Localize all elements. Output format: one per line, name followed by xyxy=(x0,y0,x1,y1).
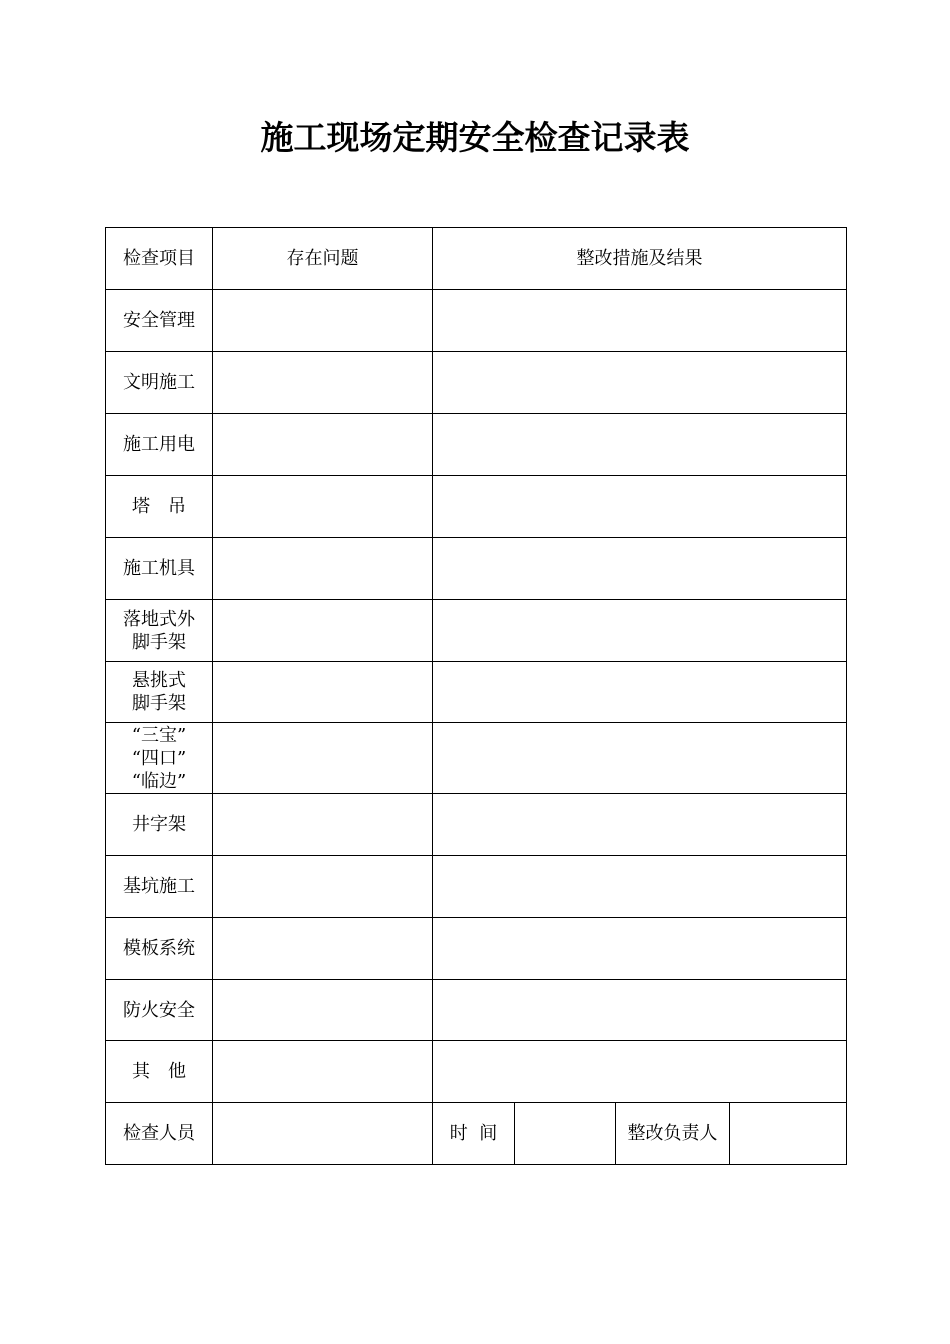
rectify-owner-field[interactable] xyxy=(730,1103,847,1165)
measures-cell[interactable] xyxy=(433,856,847,918)
table-row xyxy=(106,856,847,918)
measures-cell[interactable] xyxy=(433,918,847,980)
table-row xyxy=(106,538,847,600)
table-row xyxy=(106,794,847,856)
header-item: 检查项目 xyxy=(106,228,213,290)
problems-cell[interactable] xyxy=(213,476,433,538)
row-label: 井字架 xyxy=(106,794,213,856)
problems-cell[interactable] xyxy=(213,662,433,723)
time-label: 时 间 xyxy=(433,1103,515,1165)
problems-cell[interactable] xyxy=(213,1041,433,1103)
row-label: “三宝” “四口” “临边” xyxy=(106,723,213,794)
header-row xyxy=(106,228,847,290)
header-problems: 存在问题 xyxy=(213,228,433,290)
table-row xyxy=(106,352,847,414)
row-label: 塔 吊 xyxy=(106,476,213,538)
measures-cell[interactable] xyxy=(433,600,847,662)
row-label: 防火安全 xyxy=(106,980,213,1041)
measures-cell[interactable] xyxy=(433,538,847,600)
measures-cell[interactable] xyxy=(433,980,847,1041)
footer-row xyxy=(106,1103,847,1165)
measures-cell[interactable] xyxy=(433,476,847,538)
measures-cell[interactable] xyxy=(433,794,847,856)
inspector-field[interactable] xyxy=(213,1103,433,1165)
problems-cell[interactable] xyxy=(213,856,433,918)
measures-cell[interactable] xyxy=(433,414,847,476)
table-row xyxy=(106,600,847,662)
row-label: 施工机具 xyxy=(106,538,213,600)
problems-cell[interactable] xyxy=(213,794,433,856)
measures-cell[interactable] xyxy=(433,723,847,794)
table-row xyxy=(106,723,847,794)
table-row xyxy=(106,918,847,980)
measures-cell[interactable] xyxy=(433,290,847,352)
table-row xyxy=(106,1041,847,1103)
problems-cell[interactable] xyxy=(213,352,433,414)
problems-cell[interactable] xyxy=(213,414,433,476)
rectify-owner-label: 整改负责人 xyxy=(616,1103,730,1165)
measures-cell[interactable] xyxy=(433,352,847,414)
row-label: 施工用电 xyxy=(106,414,213,476)
problems-cell[interactable] xyxy=(213,290,433,352)
row-label: 基坑施工 xyxy=(106,856,213,918)
row-label: 其 他 xyxy=(106,1041,213,1103)
row-label: 安全管理 xyxy=(106,290,213,352)
problems-cell[interactable] xyxy=(213,918,433,980)
table-row xyxy=(106,414,847,476)
table-row xyxy=(106,980,847,1041)
inspector-label: 检查人员 xyxy=(106,1103,213,1165)
inspection-table xyxy=(105,227,847,1165)
problems-cell[interactable] xyxy=(213,600,433,662)
table-row xyxy=(106,290,847,352)
measures-cell[interactable] xyxy=(433,662,847,723)
problems-cell[interactable] xyxy=(213,980,433,1041)
row-label: 模板系统 xyxy=(106,918,213,980)
time-field[interactable] xyxy=(515,1103,616,1165)
document-title: 施工现场定期安全检查记录表 xyxy=(260,118,690,157)
table-row xyxy=(106,662,847,723)
row-label: 悬挑式 脚手架 xyxy=(106,662,213,723)
header-measures: 整改措施及结果 xyxy=(433,228,847,290)
row-label: 落地式外 脚手架 xyxy=(106,600,213,662)
row-label: 文明施工 xyxy=(106,352,213,414)
problems-cell[interactable] xyxy=(213,538,433,600)
table-row xyxy=(106,476,847,538)
problems-cell[interactable] xyxy=(213,723,433,794)
measures-cell[interactable] xyxy=(433,1041,847,1103)
